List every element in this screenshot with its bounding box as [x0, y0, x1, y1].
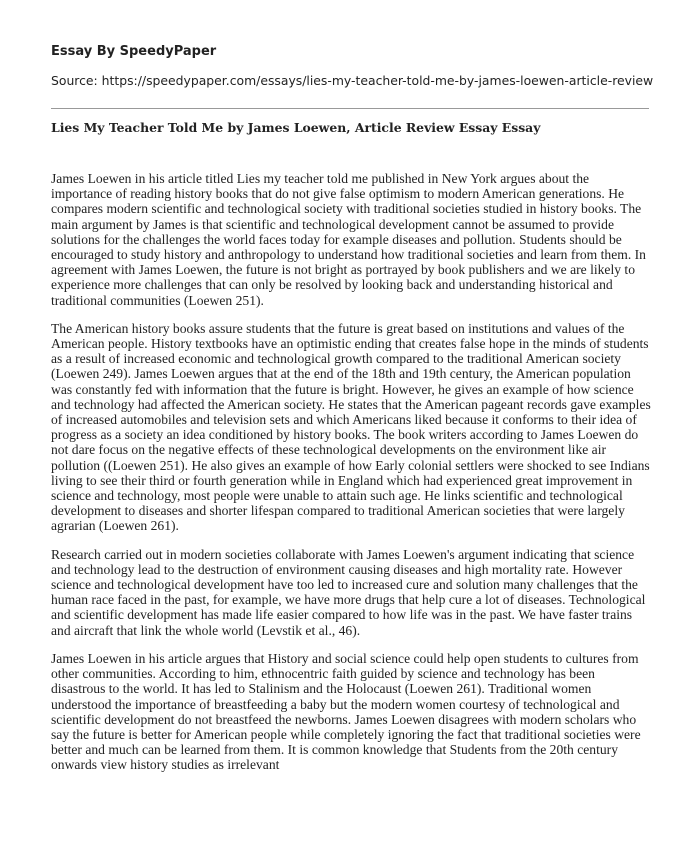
- divider: [51, 108, 649, 109]
- paragraph: James Loewen in his article argues that History and social science could help open students to cultures from other communities. According to him, ethnocentric faith guided by science and technology has been disastrous to the world. It has led to Stalinism and the Holocaust (Loewen 261). Traditional women understood the importance of breastfeeding a baby but the modern women courtesy of technological and scientific development do not breastfeed the newborns. James Loewen disagrees with modern scholars who say the future is better for American people while completely ignoring the fact that traditional societies were better and much can be learned from them. It is common knowledge that Students from the 20th century onwards view history studies as irrelevant: [51, 650, 641, 773]
- source-line: Source: https://speedypaper.com/essays/lies-my-teacher-told-me-by-james-loewen-article-review: [51, 73, 654, 88]
- paragraph: The American history books assure students that the future is great based on institutions and values of the American people. History textbooks have an optimistic ending that creates false hope in the minds of students as a result of increased economic and technological growth compared to the traditional American society (Loewen 249). James Loewen argues that at the end of the 18th and 19th century, the American population was constantly fed with information that the future is bright. However, he gives an example of how science and technology had affected the American society. He states that the American pageant records gave examples of increased automobiles and television sets and which Americans liked because it conforms to their idea of progress as a society an idea conditioned by history books. The book writers according to James Loewen do not dare focus on the negative effects of these technological developments on the environment like air pollution ((Loewen 251). He also gives an example of how Early colonial settlers were shocked to see Indians living to see their third or fourth generation while in England which had experienced great improvement in science and technology, most people were unable to attain such age. He links scientific and technological development to diseases and shorter lifespan compared to traditional American societies that were largely agrarian (Loewen 261).: [51, 320, 651, 534]
- paragraph: James Loewen in his article titled Lies my teacher told me published in New York argues about the importance of reading history books that do not give false optimism to modern American generations. He compares modern scientific and technological society with traditional societies studied in history books. The main argument by James is that scientific and technological development cannot be assumed to provide solutions for the challenges the world faces today for example diseases and pollution. Students should be encouraged to study history and anthropology to understand how traditional societies and learn from them. In agreement with James Loewen, the future is not bright as portrayed by book publishers and we are likely to experience more challenges that can only be resolved by looking back and understanding historical and traditional communities (Loewen 251).: [51, 171, 646, 308]
- essay-title: Lies My Teacher Told Me by James Loewen, Article Review Essay Essay: [51, 120, 541, 135]
- site-header-title: Essay By SpeedyPaper: [51, 44, 217, 59]
- essay-body: [51, 171, 651, 786]
- paragraph: Research carried out in modern societies collaborate with James Loewen's argument indicating that science and technology lead to the destruction of environment causing diseases and high mortality rate. However science and technological development have too led to increased cure and solution many challenges that the human race faced in the past, for example, we have more drugs that help cure a lot of diseases. Technological and scientific development has made life easier compared to how life was in the past. We have faster trains and aircraft that link the whole world (Levstik et al., 46).: [51, 546, 646, 638]
